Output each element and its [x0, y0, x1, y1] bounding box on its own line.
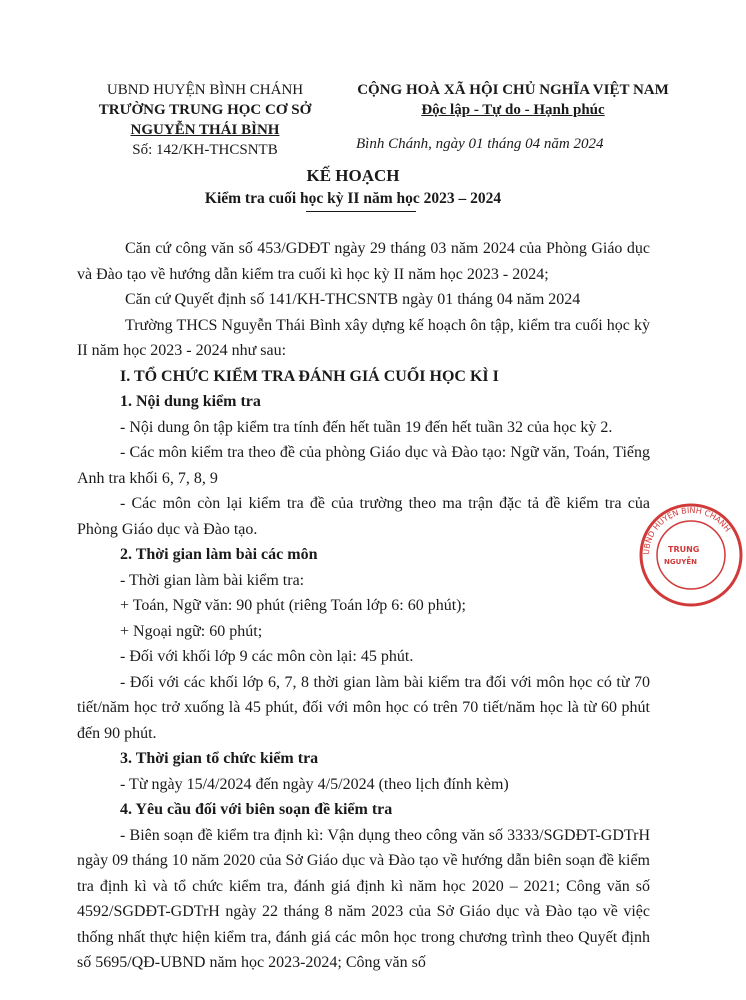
part-1-item: - Nội dung ôn tập kiểm tra tính đến hết tuần 19 đến hết tuần 32 của học kỳ 2.	[120, 418, 613, 436]
school-name-line2: NGUYỄN THÁI BÌNH	[130, 122, 280, 138]
part-1-item: - Các môn còn lại kiểm tra đề của trường theo ma trận đặc tả đề kiểm tra của Phòng Giáo dục và Đào tạo.	[77, 495, 650, 538]
part-2-item: - Đối với các khối lớp 6, 7, 8 thời gian làm bài kiểm tra đối với môn học có từ 70 tiết/năm học trở xuống là 45 phút, đối với môn học có trên 70 tiết/năm học là từ 60 phút đến 90 phút.	[77, 673, 650, 742]
agency-header	[92, 80, 318, 160]
part-2-heading: 2. Thời gian làm bài các môn	[120, 546, 318, 563]
svg-text:TRUNG: TRUNG	[668, 545, 700, 554]
subtitle-divider	[306, 211, 416, 212]
part-4-heading: 4. Yêu cầu đối với biên soạn đề kiểm tra	[120, 801, 393, 818]
part-1-heading: 1. Nội dung kiểm tra	[120, 393, 261, 410]
intro-paragraph-2: Căn cứ Quyết định số 141/KH-THCSNTB ngày 01 tháng 04 năm 2024	[125, 291, 581, 308]
part-1-item: - Các môn kiểm tra theo đề của phòng Giáo dục và Đào tạo: Ngữ văn, Toán, Tiếng Anh tra khối 6, 7, 8, 9	[77, 444, 650, 487]
part-3-item: - Từ ngày 15/4/2024 đến ngày 4/5/2024 (theo lịch đính kèm)	[120, 775, 509, 793]
part-3-heading: 3. Thời gian tổ chức kiểm tra	[120, 750, 319, 767]
part-2-item: - Đối với khối lớp 9 các môn còn lại: 45 phút.	[120, 648, 414, 665]
svg-text:NGUYỄN: NGUYỄN	[664, 558, 697, 566]
document-subtitle: Kiểm tra cuối học kỳ II năm học 2023 – 2024	[204, 190, 502, 207]
school-name-line1: TRƯỜNG TRUNG HỌC CƠ SỞ	[98, 102, 312, 118]
intro-paragraph-1: Căn cứ công văn số 453/GDĐT ngày 29 tháng 03 năm 2024 của Phòng Giáo dục và Đào tạo về hướng dẫn kiểm tra cuối kì học kỳ II năm học 2023 - 2024;	[77, 240, 650, 283]
svg-text:UBND HUYỆN BÌNH CHÁNH: UBND HUYỆN BÌNH CHÁNH	[641, 505, 733, 556]
school-seal-stamp	[636, 500, 746, 610]
section-1-heading: I. TỔ CHỨC KIỂM TRA ĐÁNH GIÁ CUỐI HỌC KÌ I	[120, 367, 499, 385]
part-2-item: - Thời gian làm bài kiểm tra:	[120, 571, 305, 589]
national-motto: Độc lập - Tự do - Hạnh phúc	[421, 102, 605, 118]
place-date: Bình Chánh, ngày 01 tháng 04 năm 2024	[356, 136, 604, 152]
nation-name: CỘNG HOÀ XÃ HỘI CHỦ NGHĨA VIỆT NAM	[357, 82, 669, 98]
district-name: UBND HUYỆN BÌNH CHÁNH	[106, 82, 304, 98]
national-header	[330, 80, 696, 120]
part-2-item: + Toán, Ngữ văn: 90 phút (riêng Toán lớp 6: 60 phút);	[120, 597, 466, 614]
intro-paragraph-3: Trường THCS Nguyễn Thái Bình xây dựng kế hoạch ôn tập, kiểm tra cuối học kỳ II năm học 2023 - 2024 như sau:	[77, 316, 650, 359]
part-4-text: - Biên soạn đề kiểm tra định kì: Vận dụng theo công văn số 3333/SGDĐT-GDTrH ngày 09 tháng 10 năm 2020 của Sở Giáo dục và Đào tạo về hướng dẫn biên soạn đề kiểm tra định kì và tổ chức kiểm tra, đánh giá định kì năm học 2020 – 2021; Công văn số 4592/SGDĐT-GDTrH ngày 22 tháng 8 năm 2023 của Sở Giáo dục và Đào tạo về việc thống nhất thực hiện kiểm tra, đánh giá các môn học trong chương trình theo Quyết định số 5695/QĐ-UBND năm học 2023-2024; Công văn số	[77, 826, 650, 971]
document-body	[77, 236, 650, 976]
part-2-item: + Ngoại ngữ: 60 phút;	[120, 622, 263, 640]
document-title: KẾ HOẠCH	[306, 166, 400, 185]
document-number: Số: 142/KH-THCSNTB	[132, 142, 278, 158]
